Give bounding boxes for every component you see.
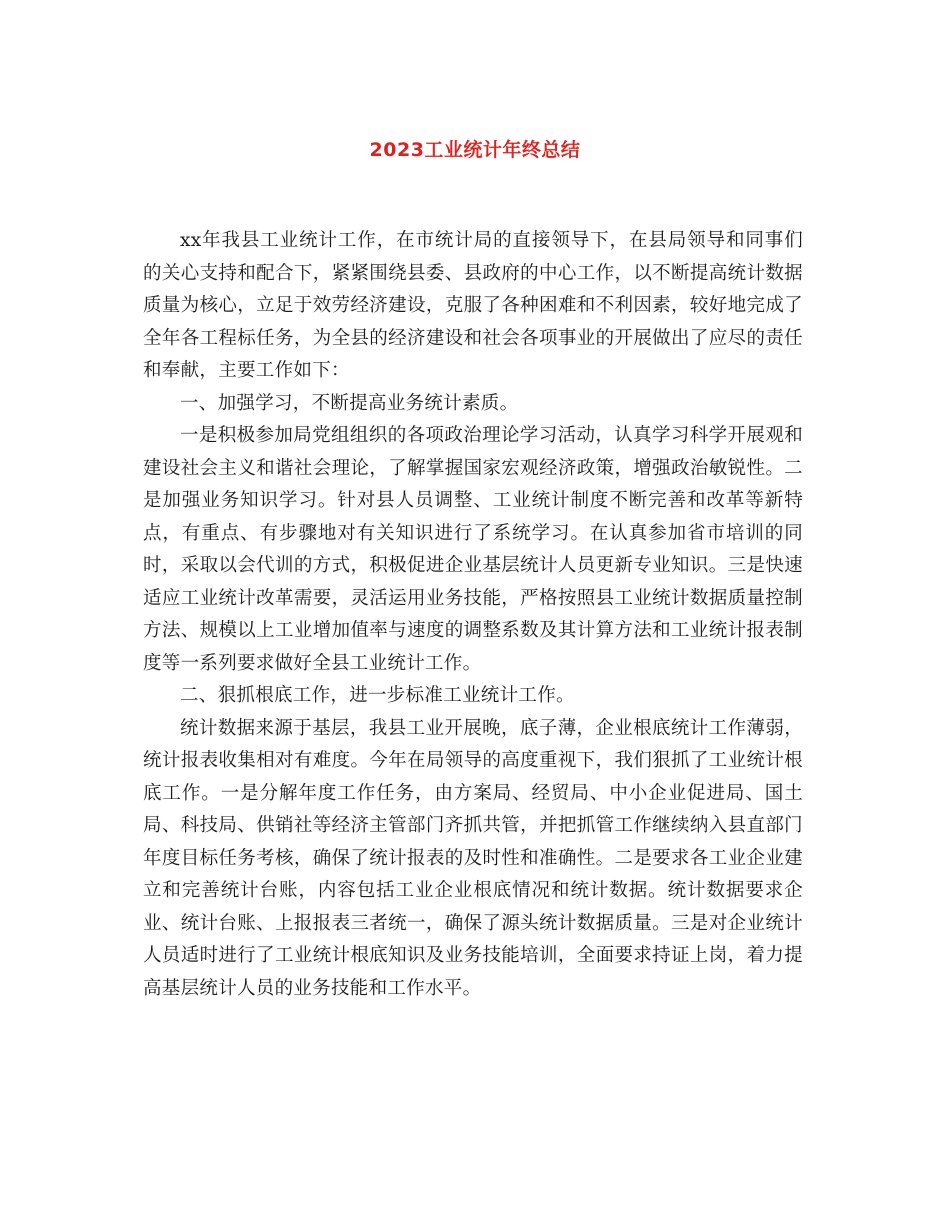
section-1-paragraph: 一是积极参加局党组组织的各项政治理论学习活动，认真学习科学开展观和建设社会主义和谐社会理论，了解掌握国家宏观经济政策，增强政治敏锐性。二是加强业务知识学习。针对县人员调整、工业统计制度不断完善和改革等新特点，有重点、有步骤地对有关知识进行了系统学习。在认真参加省市培训的同时，采取以会代训的方式，积极促进企业基层统计人员更新专业知识。三是快速适应工业统计改革需要，灵活运用业务技能，严格按照县工业统计数据质量控制方法、规模以上工业增加值率与速度的调整系数及其计算方法和工业统计报表制度等一系列要求做好全县工业统计工作。	[143, 425, 803, 674]
section-heading-1: 一、加强学习，不断提高业务统计素质。	[180, 392, 519, 414]
intro-paragraph: xx年我县工业统计工作，在市统计局的直接领导下，在县局领导和同事们的关心支持和配合下，紧紧围绕县委、县政府的中心工作，以不断提高统计数据质量为核心，立足于效劳经济建设，克服了各种困难和不利因素，较好地完成了全年各工程标任务，为全县的经济建设和社会各项事业的开展做出了应尽的责任和奉献，主要工作如下：	[143, 230, 803, 381]
section-2-paragraph: 统计数据来源于基层，我县工业开展晚，底子薄，企业根底统计工作薄弱，统计报表收集相对有难度。今年在局领导的高度重视下，我们狠抓了工业统计根底工作。一是分解年度工作任务，由方案局、经贸局、中小企业促进局、国土局、科技局、供销社等经济主管部门齐抓共管，并把抓管工作继续纳入县直部门年度目标任务考核，确保了统计报表的及时性和准确性。二是要求各工业企业建立和完善统计台账，内容包括工业企业根底情况和统计数据。统计数据要求企业、统计台账、上报报表三者统一，确保了源头统计数据质量。三是对企业统计人员适时进行了工业统计根底知识及业务技能培训，全面要求持证上岗，着力提高基层统计人员的业务技能和工作水平。	[143, 717, 803, 999]
section-heading-2: 二、狠抓根底工作，进一步标准工业统计工作。	[180, 685, 575, 706]
document-body	[143, 225, 803, 1005]
document-title: 2023工业统计年终总结	[369, 139, 581, 161]
